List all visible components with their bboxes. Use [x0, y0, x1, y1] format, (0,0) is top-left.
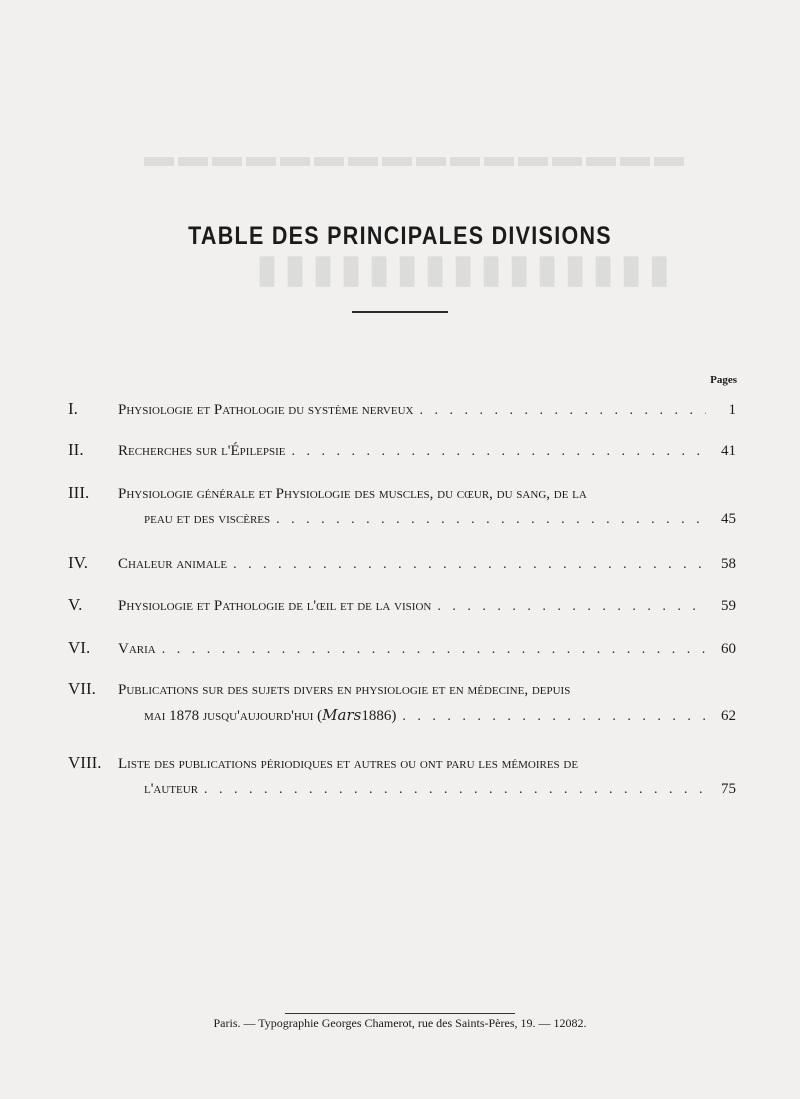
toc-entry-iv — [68, 550, 736, 576]
toc-title: Varia — [118, 641, 156, 657]
toc-title-line-1: Physiologie générale et Physiologie des muscles, du cœur, du sang, de la — [118, 486, 587, 502]
dot-leader — [292, 439, 707, 465]
dot-leader — [162, 637, 706, 663]
dot-leader — [402, 704, 706, 730]
toc-page-number: 1 — [728, 402, 736, 418]
toc-numeral: VI. — [68, 638, 91, 657]
printer-imprint: Paris. — Typographie Georges Chamerot, rue des Saints-Pères, 19. — 12082. — [213, 1016, 587, 1030]
show-through-decoration: ▮▮▮▮▮▮▮▮▮▮▮▮▮▮▮ — [250, 246, 671, 291]
toc-page-number: 75 — [721, 781, 736, 797]
toc-title: Recherches sur l'Épilepsie — [118, 443, 286, 459]
toc-numeral: II. — [68, 440, 84, 459]
footer-rule — [285, 1013, 515, 1014]
toc-entry-v — [68, 592, 736, 618]
toc-title-line-1: Publications sur des sujets divers en physiologie et en médecine, depuis — [118, 682, 571, 698]
toc-entry-iii — [68, 480, 736, 532]
toc-page-number: 60 — [721, 641, 736, 657]
handwritten-annotation: Mars — [322, 706, 362, 724]
pages-column-label: Pages — [710, 374, 737, 386]
toc-page-number: 45 — [721, 511, 736, 527]
dot-leader — [437, 594, 706, 620]
toc-numeral: VIII. — [68, 753, 102, 772]
toc-page-number: 62 — [721, 708, 736, 724]
toc-title-line-2: mai 1878 jusqu'aujourd'hui ( — [144, 708, 323, 724]
toc-numeral: I. — [68, 399, 78, 418]
toc-numeral: V. — [68, 595, 83, 614]
dot-leader — [276, 507, 706, 533]
toc-title: Physiologie et Pathologie de l'œil et de la vision — [118, 598, 432, 614]
toc-title-line-2: l'auteur — [144, 781, 199, 797]
toc-page-number: 59 — [721, 598, 736, 614]
dot-leader — [233, 552, 706, 578]
toc-numeral: IV. — [68, 553, 88, 572]
toc-title: Physiologie et Pathologie du système nerveux — [118, 402, 414, 418]
page-title: TABLE DES PRINCIPALES DIVISIONS — [188, 222, 612, 250]
show-through-decoration: ▬▬▬▬▬▬▬▬▬▬▬▬▬▬▬▬ — [140, 140, 684, 173]
toc-entry-vi — [68, 635, 736, 661]
toc-page-number: 41 — [721, 443, 736, 459]
dot-leader — [204, 777, 706, 803]
toc-title-line-2-tail: 1886) — [361, 708, 397, 724]
toc-page-number: 58 — [721, 556, 736, 572]
toc-title-line-1: Liste des publications périodiques et autres ou ont paru les mémoires de — [118, 756, 579, 772]
toc-title: Chaleur animale — [118, 556, 228, 572]
toc-title-line-2: peau et des viscères — [144, 511, 271, 527]
toc-entry-ii — [68, 437, 736, 463]
dot-leader — [419, 398, 706, 424]
title-rule — [352, 311, 448, 313]
toc-entry-viii — [68, 750, 736, 802]
toc-numeral: VII. — [68, 679, 96, 698]
toc-entry-i — [68, 396, 736, 422]
toc-entry-vii — [68, 676, 736, 728]
toc-numeral: III. — [68, 483, 90, 502]
